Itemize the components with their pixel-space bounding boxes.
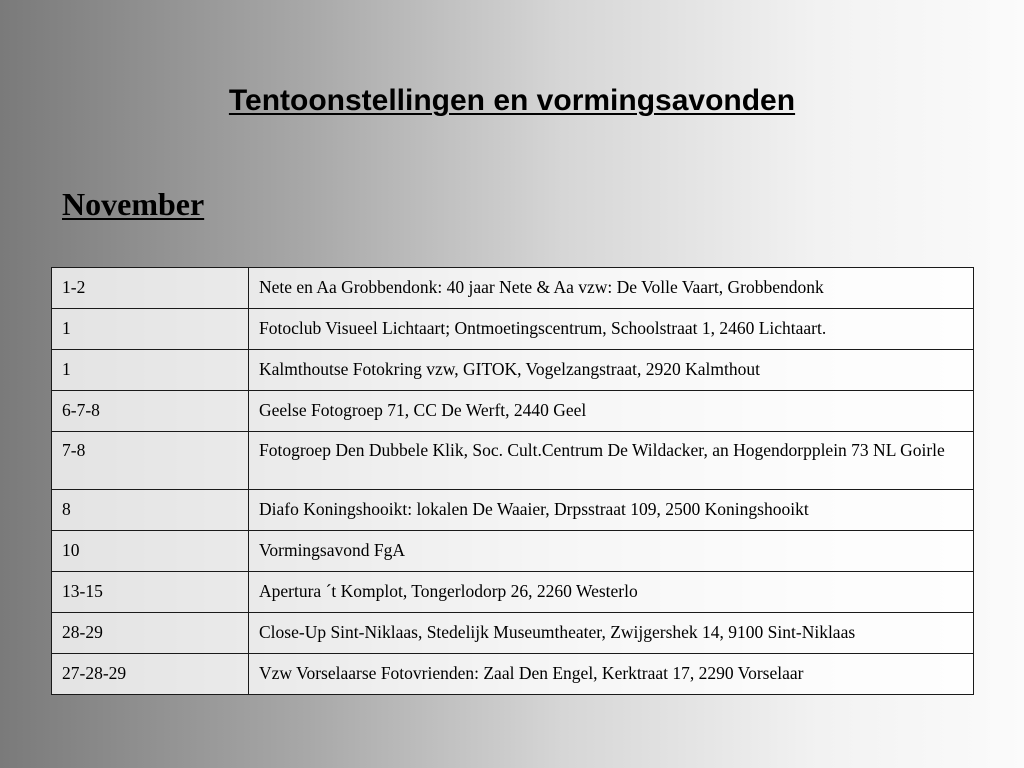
table-row <box>52 432 974 490</box>
month-heading: November <box>62 186 205 222</box>
event-description: Diafo Koningshooikt: lokalen De Waaier, Drpsstraat 109, 2500 Koningshooikt <box>249 490 974 531</box>
slide-title <box>0 84 1024 118</box>
event-date: 6-7-8 <box>52 391 249 432</box>
event-date: 1 <box>52 309 249 350</box>
event-date: 7-8 <box>52 432 249 490</box>
event-description: Apertura ´t Komplot, Tongerlodorp 26, 2260 Westerlo <box>249 572 974 613</box>
event-date: 10 <box>52 531 249 572</box>
event-table <box>51 267 974 695</box>
table-row <box>52 572 974 613</box>
event-date: 28-29 <box>52 613 249 654</box>
slide-title-text: Tentoonstellingen en vormingsavonden <box>228 84 796 117</box>
table-row <box>52 350 974 391</box>
event-description: Nete en Aa Grobbendonk: 40 jaar Nete & Aa vzw: De Volle Vaart, Grobbendonk <box>249 268 974 309</box>
table-row <box>52 654 974 695</box>
event-description: Fotoclub Visueel Lichtaart; Ontmoetingscentrum, Schoolstraat 1, 2460 Lichtaart. <box>249 309 974 350</box>
event-description: Fotogroep Den Dubbele Klik, Soc. Cult.Centrum De Wildacker, an Hogendorpplein 73 NL Goirle <box>249 432 974 490</box>
event-description: Vormingsavond FgA <box>249 531 974 572</box>
table-row <box>52 613 974 654</box>
event-description: Vzw Vorselaarse Fotovrienden: Zaal Den Engel, Kerktraat 17, 2290 Vorselaar <box>249 654 974 695</box>
event-date: 27-28-29 <box>52 654 249 695</box>
event-description: Close-Up Sint-Niklaas, Stedelijk Museumtheater, Zwijgershek 14, 9100 Sint-Niklaas <box>249 613 974 654</box>
event-date: 13-15 <box>52 572 249 613</box>
table-row <box>52 268 974 309</box>
event-table-body <box>52 268 974 695</box>
table-row <box>52 309 974 350</box>
table-row <box>52 391 974 432</box>
event-date: 8 <box>52 490 249 531</box>
event-description: Kalmthoutse Fotokring vzw, GITOK, Vogelzangstraat, 2920 Kalmthout <box>249 350 974 391</box>
table-row <box>52 531 974 572</box>
event-date: 1-2 <box>52 268 249 309</box>
table-row <box>52 490 974 531</box>
event-description: Geelse Fotogroep 71, CC De Werft, 2440 Geel <box>249 391 974 432</box>
event-date: 1 <box>52 350 249 391</box>
